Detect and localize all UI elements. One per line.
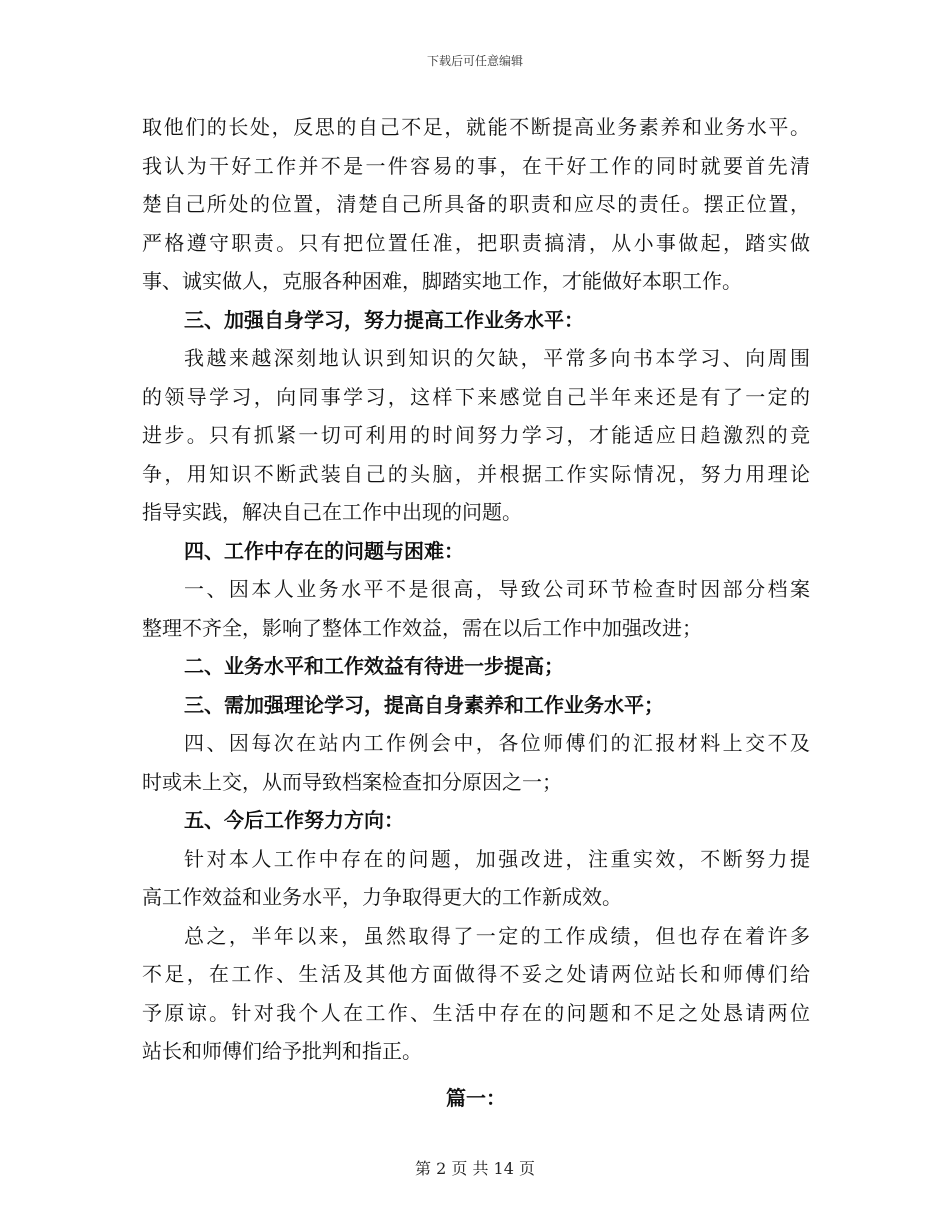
body-line: 整理不齐全，影响了整体工作效益，需在以后工作中加强改进； xyxy=(142,615,702,640)
body-line: 我认为干好工作并不是一件容易的事，在干好工作的同时就要首先清 xyxy=(142,153,810,178)
body-line: 的领导学习，向同事学习，这样下来感觉自己半年来还是有了一定的 xyxy=(142,384,810,409)
body-line: 事、诚实做人，克服各种困难，脚踏实地工作，才能做好本职工作。 xyxy=(142,269,742,293)
body-line: 不足，在工作、生活及其他方面做得不妥之处请两位站长和师傅们给 xyxy=(142,962,810,986)
body-line: 严格遵守职责。只有把位置任准，把职责搞清，从小事做起，踏实做 xyxy=(142,230,810,255)
body-line: 四、因每次在站内工作例会中，各位师傅们的汇报材料上交不及 xyxy=(184,731,810,755)
section-title: 篇一： xyxy=(446,1085,506,1110)
page-header-note: 下载后可任意编辑 xyxy=(426,54,523,68)
body-line: 我越来越深刻地认识到知识的欠缺，平常多向书本学习、向周围 xyxy=(184,346,810,370)
document-body xyxy=(142,108,810,1117)
body-line: 进步。只有抓紧一切可利用的时间努力学习，才能适应日趋激烈的竞 xyxy=(142,423,810,447)
body-line: 站长和师傅们给予批判和指正。 xyxy=(142,1039,422,1063)
body-line: 予原谅。针对我个人在工作、生活中存在的问题和不足之处恳请两位 xyxy=(142,1000,810,1025)
body-line: 针对本人工作中存在的问题，加强改进，注重实效，不断努力提 xyxy=(184,846,810,871)
body-line: 指导实践，解决自己在工作中出现的问题。 xyxy=(142,500,522,524)
section-heading: 五、今后工作努力方向： xyxy=(184,808,404,832)
body-line: 楚自己所处的位置，清楚自己所具备的职责和应尽的责任。摆正位置， xyxy=(142,192,810,216)
page-number: 第 2 页 共 14 页 xyxy=(415,1159,535,1178)
body-line: 总之，半年以来，虽然取得了一定的工作成绩，但也存在着许多 xyxy=(184,923,810,948)
body-line: 取他们的长处，反思的自己不足，就能不断提高业务素养和业务水平。 xyxy=(142,115,810,139)
section-heading: 三、加强自身学习，努力提高工作业务水平： xyxy=(184,307,584,332)
body-line: 时或未上交，从而导致档案检查扣分原因之一； xyxy=(142,769,562,794)
section-heading: 四、工作中存在的问题与困难： xyxy=(184,538,464,563)
body-line: 高工作效益和业务水平，力争取得更大的工作新成效。 xyxy=(142,885,622,909)
body-line: 一、因本人业务水平不是很高，导致公司环节检查时因部分档案 xyxy=(184,577,810,601)
list-item-bold: 三、需加强理论学习，提高自身素养和工作业务水平； xyxy=(184,692,664,717)
list-item-bold: 二、业务水平和工作效益有待进一步提高； xyxy=(184,654,564,678)
body-line: 争，用知识不断武装自己的头脑，并根据工作实际情况，努力用理论 xyxy=(142,461,810,486)
